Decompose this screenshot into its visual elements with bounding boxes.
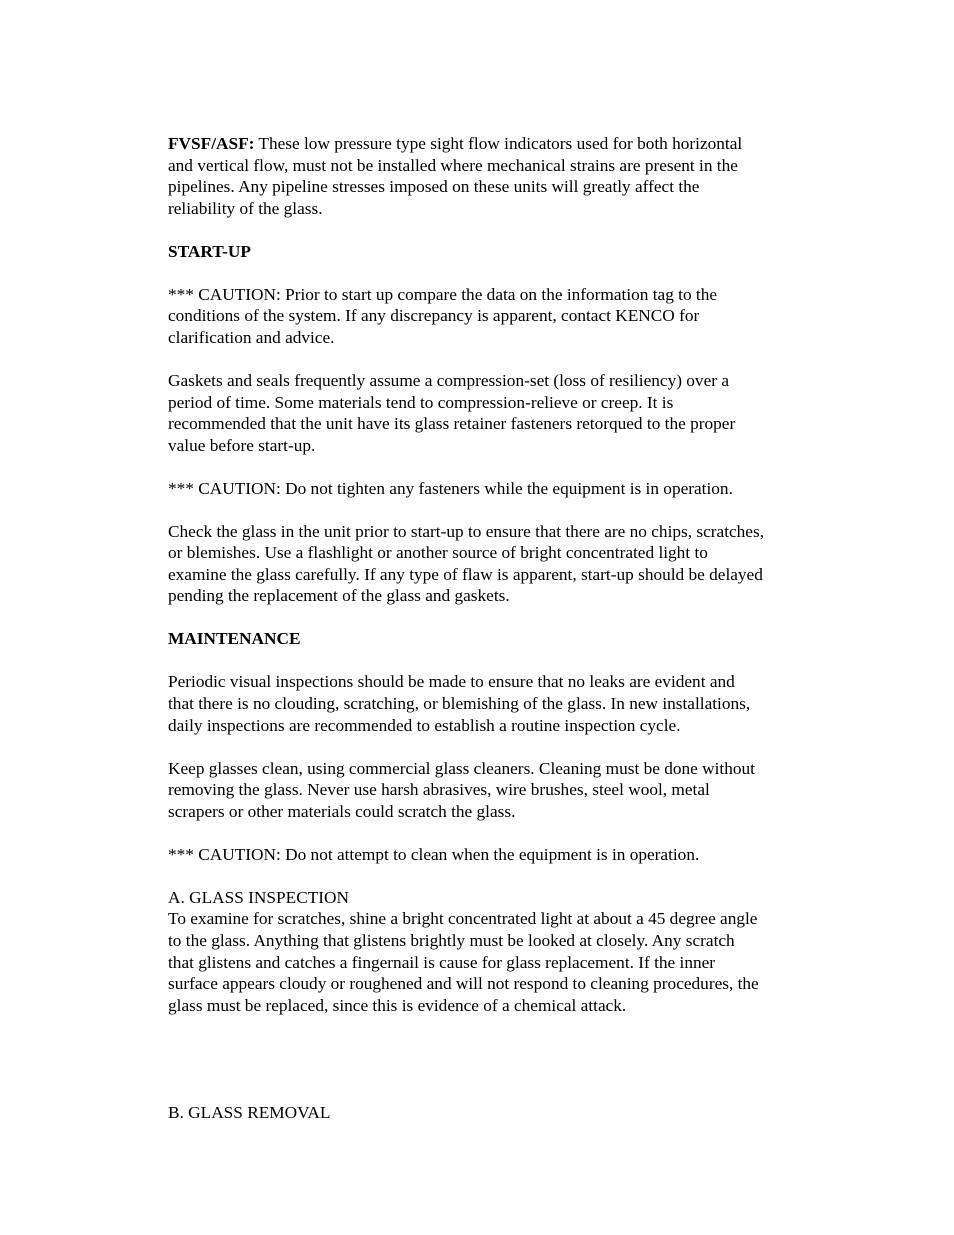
intro-line-2: and vertical flow, must not be installed where mechanical strains are present in the bbox=[168, 155, 738, 175]
intro-line-4: reliability of the glass. bbox=[168, 198, 323, 218]
keep-clean-paragraph: Keep glasses clean, using commercial glass cleaners. Cleaning must be done without removing the glass. Never use harsh abrasives, wire brushes, steel wool, metal scrapers or other materials could scratch the glass. bbox=[168, 758, 755, 821]
check-glass-paragraph: Check the glass in the unit prior to start-up to ensure that there are no chips, scratches, or blemishes. Use a flashlight or another source of bright concentrated light to examine the glass carefully. If any type of flaw is apparent, start-up should be delayed pending the replacement of the glass and gaskets. bbox=[168, 521, 765, 606]
periodic-inspections-paragraph: Periodic visual inspections should be made to ensure that no leaks are evident and that there is no clouding, scratching, or blemishing of the glass. In new installations, daily inspections are recommended to establish a routine inspection cycle. bbox=[168, 672, 751, 735]
glass-inspection-heading: A. GLASS INSPECTION bbox=[168, 887, 349, 907]
gaskets-paragraph: Gaskets and seals frequently assume a compression-set (loss of resiliency) over a period of time. Some materials tend to compression-relieve or creep. It is recommended that the unit have its glass retainer fasteners retorqued to the proper value before start-up. bbox=[168, 370, 736, 455]
caution-prior-startup: *** CAUTION: Prior to start up compare the data on the information tag to the conditions of the system. If any discrepancy is apparent, contact KENCO for clarification and advice. bbox=[168, 284, 718, 347]
caution-fasteners: *** CAUTION: Do not tighten any fasteners while the equipment is in operation. bbox=[168, 478, 733, 498]
intro-paragraph bbox=[168, 133, 828, 219]
caution-cleaning: *** CAUTION: Do not attempt to clean when the equipment is in operation. bbox=[168, 844, 700, 864]
document-page bbox=[168, 133, 828, 1123]
glass-inspection-paragraph: To examine for scratches, shine a bright concentrated light at about a 45 degree angle to the glass. Anything that glistens brightly must be looked at closely. Any scratch that glistens and catches a fingernail is cause for glass replacement. If the inner surface appears cloudy or roughened and will not respond to cleaning procedures, the glass must be replaced, since this is evidence of a chemical attack. bbox=[168, 909, 759, 1015]
startup-heading: START-UP bbox=[168, 241, 251, 261]
intro-line-3: pipelines. Any pipeline stresses imposed on these units will greatly affect the bbox=[168, 177, 700, 197]
section-spacer bbox=[168, 1038, 828, 1102]
glass-removal-heading: B. GLASS REMOVAL bbox=[168, 1102, 331, 1122]
maintenance-heading: MAINTENANCE bbox=[168, 629, 301, 649]
intro-line-1: FVSF/ASF: These low pressure type sight flow indicators used for both horizontal bbox=[168, 134, 743, 153]
intro-label: FVSF/ASF: bbox=[168, 134, 255, 153]
